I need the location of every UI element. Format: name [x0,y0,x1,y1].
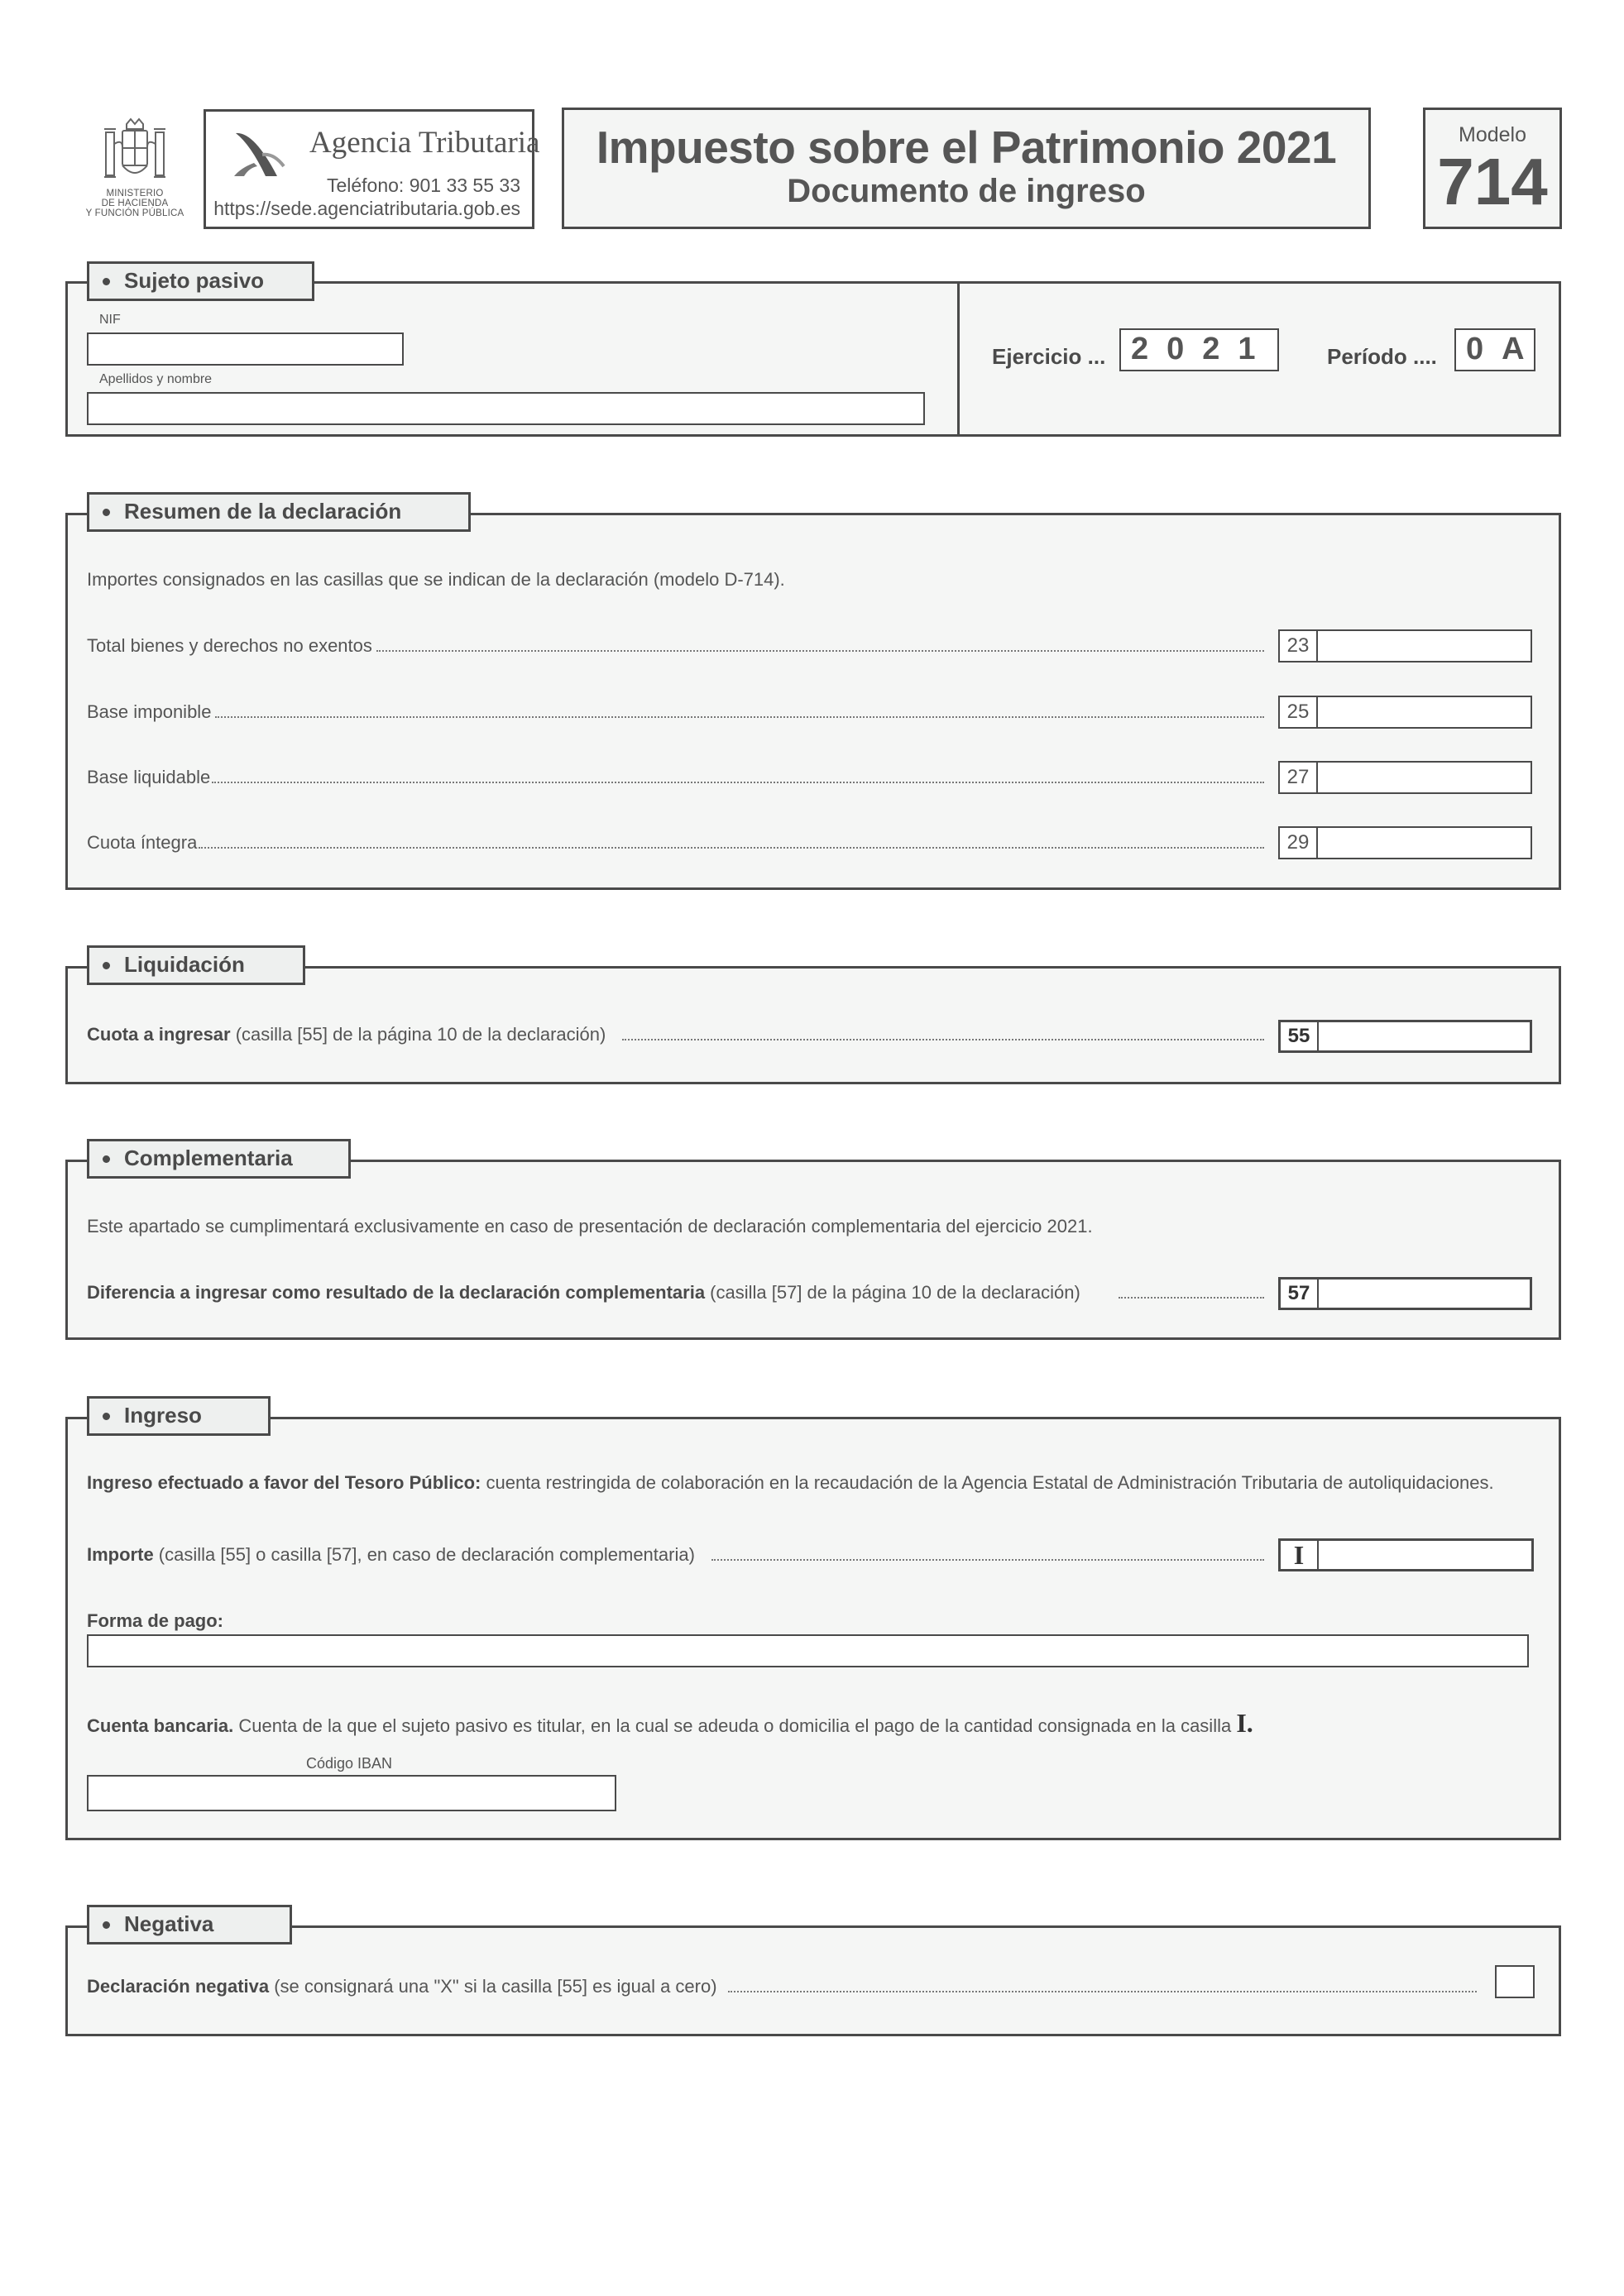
importe-rest: (casilla [55] o casilla [57], en caso de declaración complementaria) [153,1544,695,1565]
ministry-line-3: Y FUNCIÓN PÚBLICA [85,208,184,218]
leader-dots [622,1039,1264,1040]
leader-dots [199,847,1264,849]
casilla-55-number: 55 [1281,1022,1319,1050]
cuota-ingresar-label [87,1024,606,1045]
agency-url[interactable]: https://sede.agenciatributaria.gob.es [213,198,520,219]
ingreso-tab: Ingreso [87,1396,271,1436]
agency-logo-icon [229,130,287,179]
diferencia-label [87,1282,1080,1303]
section-divider [957,281,960,437]
leader-dots [212,782,1264,783]
cuenta-bancaria-label [87,1708,1253,1739]
modelo-box [1423,108,1562,229]
diferencia-bold: Diferencia a ingresar como resultado de la declaración complementaria [87,1282,706,1303]
ministry-line-1: MINISTERIO [106,189,164,199]
nombre-label: Apellidos y nombre [99,372,213,386]
leader-dots [215,716,1264,718]
complementaria-tab: Complementaria [87,1139,351,1179]
ejercicio-field[interactable]: 2021 [1119,328,1279,371]
casilla-23-number: 23 [1280,631,1318,661]
nif-label: NIF [99,313,121,327]
agency-name: Agencia Tributaria [309,126,540,160]
resumen-row-label-25: Base imponible [87,701,212,722]
page-subtitle: Documento de ingreso [787,173,1146,209]
importe-bold: Importe [87,1544,154,1565]
declaracion-negativa-label [87,1976,717,1997]
complementaria-intro: Este apartado se cumplimentará exclusivamente en caso de presentación de declaración complementaria del ejercicio 2021. [87,1216,1093,1236]
casilla-57-field[interactable] [1278,1277,1532,1310]
diferencia-rest: (casilla [57] de la página 10 de la declaración) [705,1282,1080,1303]
casilla-29-number: 29 [1280,828,1318,858]
cuota-ingresar-bold: Cuota a ingresar [87,1024,231,1045]
resumen-intro: Importes consignados en las casillas que se indican de la declaración (modelo D-714). [87,569,785,590]
ministry-logo [81,116,189,227]
resumen-row-label-23: Total bienes y derechos no exentos [87,635,372,656]
modelo-number: 714 [1437,145,1548,218]
ingreso-intro-rest: cuenta restringida de colaboración en la recaudación de la Agencia Estatal de Administración Tributaria de autoliquidaciones. [481,1472,1494,1493]
iban-label: Código IBAN [306,1755,393,1772]
resumen-row-label-27: Base liquidable [87,767,211,787]
casilla-29-field[interactable] [1278,826,1532,859]
agency-phone: Teléfono: 901 33 55 33 [326,175,520,196]
coat-of-arms-icon [98,116,172,185]
importe-field[interactable] [1278,1538,1534,1571]
casilla-57-number: 57 [1281,1280,1319,1308]
cuota-ingresar-rest: (casilla [55] de la página 10 de la declaración) [230,1024,606,1045]
casilla-27-number: 27 [1280,763,1318,792]
ministry-line-2: DE HACIENDA [101,199,169,208]
nif-field[interactable] [87,332,404,366]
casilla-25-number: 25 [1280,697,1318,727]
modelo-label: Modelo [1459,123,1526,146]
declaracion-negativa-bold: Declaración negativa [87,1976,270,1997]
title-box [562,108,1371,229]
agency-box [204,109,540,229]
periodo-field[interactable]: 0A [1454,328,1535,371]
nombre-field[interactable] [87,392,925,425]
declaracion-negativa-rest: (se consignará una "X" si la casilla [55] es igual a cero) [269,1976,717,1997]
leader-dots [1119,1297,1264,1299]
cuenta-bancaria-bold: Cuenta bancaria. [87,1715,234,1736]
importe-casilla-number: I [1281,1541,1319,1569]
negativa-tab: Negativa [87,1905,292,1944]
complementaria-section [65,1160,1561,1340]
casilla-55-field[interactable] [1278,1020,1532,1053]
leader-dots [711,1559,1264,1561]
periodo-label: Período .... [1327,344,1437,369]
casilla-27-field[interactable] [1278,761,1532,794]
ingreso-intro-bold: Ingreso efectuado a favor del Tesoro Público: [87,1472,481,1493]
forma-pago-label [87,1610,223,1632]
ingreso-intro [87,1472,1494,1494]
forma-pago-field[interactable] [87,1634,1529,1667]
cuenta-bancaria-rest: Cuenta de la que el sujeto pasivo es titular, en la cual se adeuda o domicilia el pago de la cantidad consignada en la casilla [233,1715,1237,1736]
forma-pago-bold: Forma de pago: [87,1610,224,1631]
declaracion-negativa-checkbox[interactable] [1495,1965,1535,1998]
resumen-row-label-29: Cuota íntegra [87,832,198,853]
casilla-25-field[interactable] [1278,696,1532,729]
iban-field[interactable] [87,1775,616,1811]
importe-label [87,1544,695,1566]
leader-dots [728,1991,1477,1992]
liquidacion-tab: Liquidación [87,945,305,985]
resumen-tab: Resumen de la declaración [87,492,471,532]
casilla-23-field[interactable] [1278,629,1532,662]
cuenta-casilla-ref: I. [1236,1708,1253,1738]
sujeto-pasivo-tab: Sujeto pasivo [87,261,314,301]
leader-dots [376,650,1264,652]
page-title: Impuesto sobre el Patrimonio 2021 [596,122,1337,173]
ejercicio-label: Ejercicio ... [992,344,1106,369]
